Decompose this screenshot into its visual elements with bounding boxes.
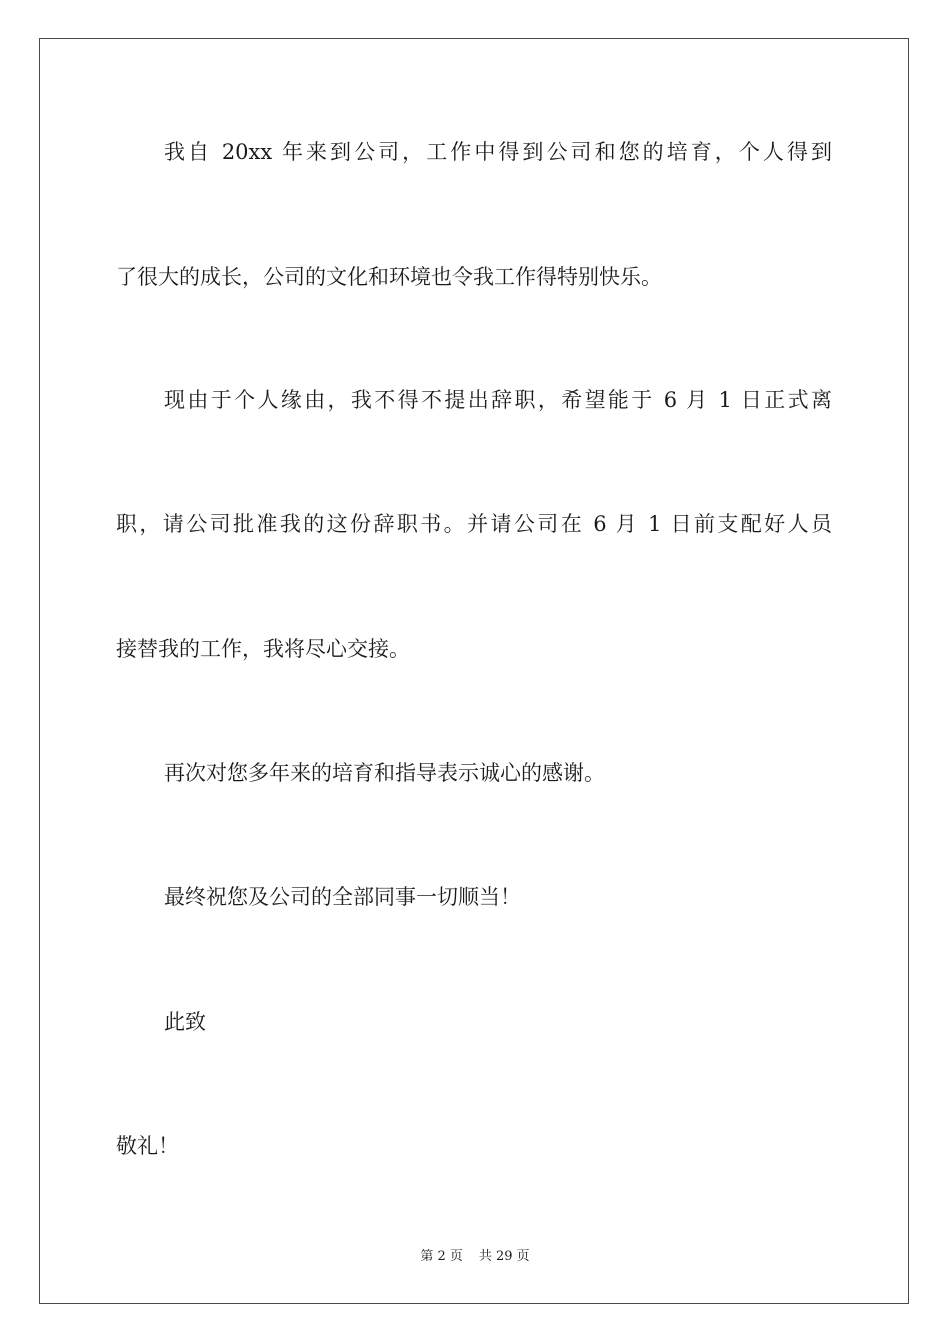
- paragraph-line-2: 了很大的成长，公司的文化和环境也令我工作得特别快乐。: [116, 265, 662, 289]
- paragraph-line-1: 我自 20xx 年来到公司，工作中得到公司和您的培育，个人得到: [164, 140, 832, 164]
- paragraph-line-4: 职，请公司批准我的这份辞职书。并请公司在 6 月 1 日前支配好人员: [116, 512, 832, 536]
- closing-line: 敬礼！: [116, 1134, 179, 1158]
- paragraph-line-6: 再次对您多年来的培育和指导表示诚心的感谢。: [164, 761, 605, 785]
- page-total: 共 29 页: [478, 1249, 530, 1264]
- page-footer: [0, 1248, 950, 1266]
- page-number: 第 2 页: [420, 1249, 463, 1264]
- page-border: [39, 38, 909, 1304]
- paragraph-line-5: 接替我的工作，我将尽心交接。: [116, 637, 410, 661]
- salutation-line: 此致: [164, 1010, 206, 1034]
- paragraph-line-7: 最终祝您及公司的全部同事一切顺当！: [164, 885, 521, 909]
- paragraph-line-3: 现由于个人缘由，我不得不提出辞职，希望能于 6 月 1 日正式离: [164, 388, 832, 412]
